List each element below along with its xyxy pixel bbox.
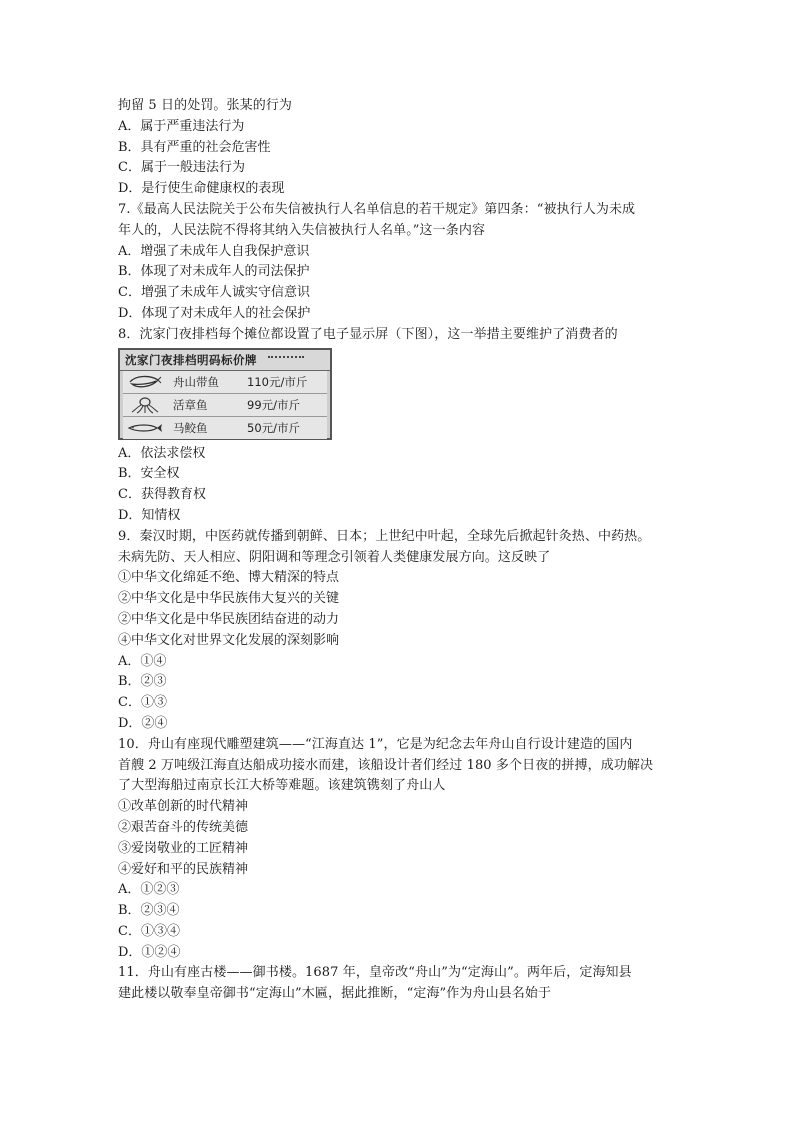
mackerel-icon — [123, 423, 167, 433]
octopus-icon — [123, 396, 167, 414]
q10-option-c: C．①③④ — [118, 923, 180, 939]
q8-option-c: C．获得教育权 — [118, 487, 206, 503]
q7-stem-line-2: 年人的，人民法院不得将其纳入失信被执行人名单。”这一条内容 — [118, 222, 486, 238]
q8-option-b: B．安全权 — [118, 466, 180, 482]
q9-statement-1: ①中华文化绵延不绝、博大精深的特点 — [118, 570, 340, 586]
q7-option-b: B．体现了对未成年人的司法保护 — [118, 264, 310, 280]
q6-option-d: D．是行使生命健康权的表现 — [118, 181, 285, 197]
q11-stem-line-1: 11．舟山有座古楼——御书楼。1687 年，皇帝改“舟山”为“定海山”。两年后，定海知县 — [118, 965, 632, 981]
q10-statement-2: ②艰苦奋斗的传统美德 — [118, 819, 249, 835]
q9-stem-line-2: 未病先防、天人相应、阴阳调和等理念引领着人类健康发展方向。这反映了 — [118, 549, 551, 565]
price-board-row — [123, 371, 327, 394]
item-price: 50元/市斤 — [247, 420, 301, 435]
price-board-row — [123, 417, 327, 439]
q10-statement-1: ①改革创新的时代精神 — [118, 799, 249, 815]
price-board-title-text: 沈家门夜排档明码标价牌 — [125, 352, 257, 367]
ribbonfish-icon — [123, 375, 167, 389]
q9-statement-2: ②中华文化是中华民族伟大复兴的关键 — [118, 591, 340, 607]
q11-stem-line-2: 建此楼以敬奉皇帝御书“定海山”木匾，据此推断，“定海”作为舟山县名始于 — [118, 986, 552, 1002]
question-list — [118, 96, 680, 1005]
item-name: 活章鱼 — [173, 397, 208, 412]
q10-statement-4: ④爱好和平的民族精神 — [118, 861, 249, 877]
q9-option-a: A．①④ — [118, 653, 167, 669]
q7-option-a: A．增强了未成年人自我保护意识 — [118, 243, 310, 259]
q7-option-c: C．增强了未成年人诚实守信意识 — [118, 285, 310, 301]
q9-option-d: D．②④ — [118, 715, 168, 731]
item-price: 110元/市斤 — [247, 374, 308, 389]
q6-option-c: C．属于一般违法行为 — [118, 160, 245, 176]
q10-stem-line-3: 了大型海船过南京长江大桥等难题。该建筑镌刻了舟山人 — [118, 778, 446, 794]
price-board-image — [118, 348, 332, 440]
q10-option-d: D．①②④ — [118, 944, 181, 960]
price-board-row — [123, 394, 327, 417]
q7-option-d: D．体现了对未成年人的社会保护 — [118, 305, 311, 321]
item-price: 99元/市斤 — [247, 397, 301, 412]
q8-stem: 8．沈家门夜排档每个摊位都设置了电子显示屏（下图），这一举措主要维护了消费者的 — [118, 326, 618, 342]
q6-option-a: A．属于严重违法行为 — [118, 118, 245, 134]
q9-statement-3: ②中华文化是中华民族团结奋进的动力 — [118, 611, 340, 627]
q7-stem-line-1: 7.《最高人民法院关于公布失信被执行人名单信息的若干规定》第四条：“被执行人为未成 — [118, 201, 636, 217]
item-name: 舟山带鱼 — [173, 374, 219, 389]
q10-option-a: A．①②③ — [118, 882, 180, 898]
q9-stem-line-1: 9．秦汉时期，中医药就传播到朝鲜、日本；上世纪中叶起，全球先后掀起针灸热、中药热。 — [118, 528, 651, 544]
q9-option-b: B．②③ — [118, 674, 167, 690]
q6-stem-tail: 拘留 5 日的处罚。张某的行为 — [118, 98, 293, 113]
q6-option-b: B．具有严重的社会危害性 — [118, 139, 271, 155]
item-name: 马鲛鱼 — [173, 420, 208, 435]
q10-stem-line-2: 首艘 2 万吨级江海直达船成功接水而建，该船设计者们经过 180 多个日夜的拼搏，成功解决 — [118, 757, 654, 773]
q8-option-a: A．依法求偿权 — [118, 445, 206, 461]
q9-statement-4: ④中华文化对世界文化发展的深刻影响 — [118, 632, 340, 648]
q10-statement-3: ③爱岗敬业的工匠精神 — [118, 840, 249, 856]
q9-option-c: C．①③ — [118, 695, 167, 711]
price-board-title — [120, 350, 330, 371]
q8-option-d: D．知情权 — [118, 507, 181, 523]
q10-stem-line-1: 10．舟山有座现代雕塑建筑——“江海直达 1”，它是为纪念去年舟山自行设计建造的国内 — [118, 736, 633, 752]
chain-decoration-icon — [268, 356, 304, 364]
q10-option-b: B．②③④ — [118, 903, 180, 919]
